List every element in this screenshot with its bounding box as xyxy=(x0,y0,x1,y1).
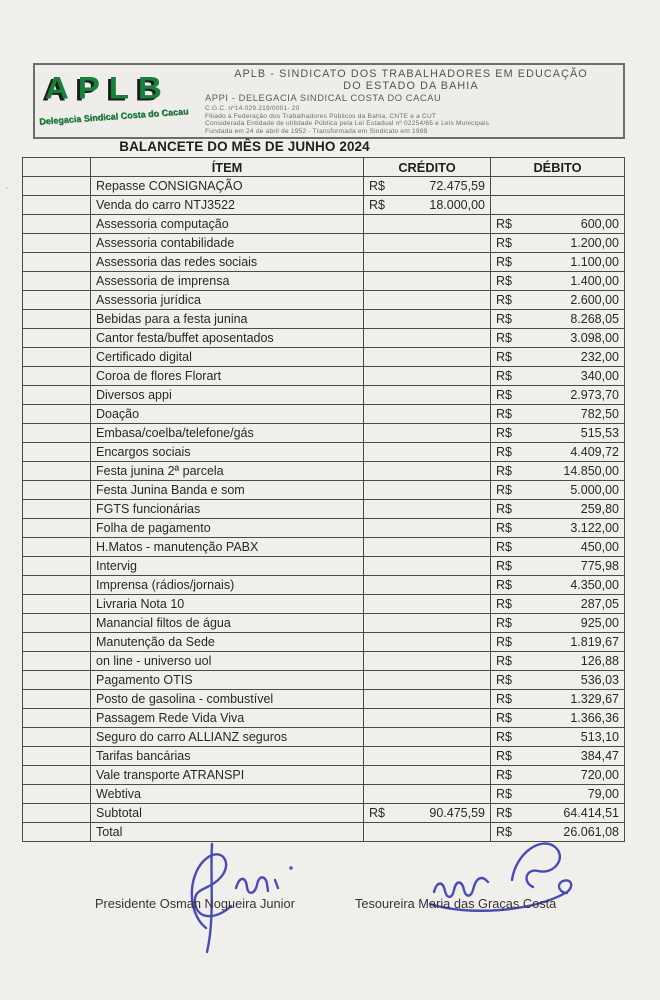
currency-symbol: R$ xyxy=(496,426,512,440)
item-cell: Festa junina 2ª parcela xyxy=(91,462,364,481)
currency-symbol: R$ xyxy=(496,464,512,478)
debit-amount: 64.414,51 xyxy=(563,806,619,820)
debit-amount: 720,00 xyxy=(580,768,619,782)
item-cell: Assessoria computação xyxy=(91,215,364,234)
table-row xyxy=(23,804,625,823)
table-row xyxy=(23,595,625,614)
debit-amount: 1.100,00 xyxy=(570,255,619,269)
debit-amount: 1.400,00 xyxy=(570,274,619,288)
table-row xyxy=(23,481,625,500)
debit-amount: 450,00 xyxy=(580,540,619,554)
debit-amount: 515,53 xyxy=(580,426,619,440)
currency-symbol: R$ xyxy=(496,350,512,364)
table-row xyxy=(23,348,625,367)
debit-cell xyxy=(491,424,625,443)
debit-cell xyxy=(491,291,625,310)
table-row xyxy=(23,785,625,804)
table-row xyxy=(23,671,625,690)
credit-amount: 90.475,59 xyxy=(429,806,485,820)
aplb-logo-text: APLB xyxy=(45,69,171,106)
debit-cell xyxy=(491,272,625,291)
credit-cell xyxy=(364,367,491,386)
debit-cell xyxy=(491,633,625,652)
currency-symbol: R$ xyxy=(369,198,385,212)
debit-amount: 1.329,67 xyxy=(570,692,619,706)
debit-cell xyxy=(491,671,625,690)
debit-amount: 4.409,72 xyxy=(570,445,619,459)
fine-print-fundada: Fundada em 24 de abril de 1952 - Transformada em Sindicato em 1989 xyxy=(205,127,428,135)
credit-cell xyxy=(364,671,491,690)
blank-cell xyxy=(23,614,91,633)
credit-cell xyxy=(364,481,491,500)
item-cell: Doação xyxy=(91,405,364,424)
table-row xyxy=(23,215,625,234)
debit-cell xyxy=(491,234,625,253)
aplb-logo xyxy=(35,65,203,137)
debit-amount: 79,00 xyxy=(587,787,619,801)
page-title: BALANCETE DO MÊS DE JUNHO 2024 xyxy=(119,139,370,154)
currency-symbol: R$ xyxy=(496,559,512,573)
currency-symbol: R$ xyxy=(496,217,512,231)
credit-cell xyxy=(364,462,491,481)
debit-cell xyxy=(491,177,625,196)
table-row xyxy=(23,386,625,405)
item-cell: Assessoria jurídica xyxy=(91,291,364,310)
table-row xyxy=(23,462,625,481)
currency-symbol: R$ xyxy=(496,236,512,250)
blank-cell xyxy=(23,823,91,842)
credit-cell xyxy=(364,557,491,576)
table-row xyxy=(23,747,625,766)
credit-cell xyxy=(364,519,491,538)
credit-cell xyxy=(364,348,491,367)
currency-symbol: R$ xyxy=(496,825,512,839)
debit-cell xyxy=(491,557,625,576)
debit-cell xyxy=(491,709,625,728)
currency-symbol: R$ xyxy=(496,255,512,269)
blank-cell xyxy=(23,348,91,367)
table-row xyxy=(23,424,625,443)
credit-amount: 18.000,00 xyxy=(429,198,485,212)
item-cell: Intervig xyxy=(91,557,364,576)
debit-cell xyxy=(491,405,625,424)
item-cell: Bebidas para a festa junina xyxy=(91,310,364,329)
item-cell: Manancial filtos de água xyxy=(91,614,364,633)
item-cell: Passagem Rede Vida Viva xyxy=(91,709,364,728)
credit-cell xyxy=(364,405,491,424)
blank-cell xyxy=(23,177,91,196)
credit-cell xyxy=(364,709,491,728)
table-row xyxy=(23,253,625,272)
debit-cell xyxy=(491,386,625,405)
table-header-row xyxy=(23,158,625,177)
debit-column-header: DÉBITO xyxy=(491,158,625,177)
debit-cell xyxy=(491,690,625,709)
blank-cell xyxy=(23,424,91,443)
blank-cell xyxy=(23,405,91,424)
credit-cell xyxy=(364,804,491,823)
credit-cell xyxy=(364,614,491,633)
debit-cell xyxy=(491,329,625,348)
item-cell: Tarifas bancárias xyxy=(91,747,364,766)
item-cell: Venda do carro NTJ3522 xyxy=(91,196,364,215)
table-row xyxy=(23,177,625,196)
item-cell: Pagamento OTIS xyxy=(91,671,364,690)
debit-amount: 340,00 xyxy=(580,369,619,383)
debit-amount: 536,03 xyxy=(580,673,619,687)
debit-amount: 513,10 xyxy=(580,730,619,744)
credit-cell xyxy=(364,272,491,291)
item-cell: Festa Junina Banda e som xyxy=(91,481,364,500)
blank-cell xyxy=(23,329,91,348)
debit-amount: 775,98 xyxy=(580,559,619,573)
aplb-logo-subtitle: Delegacia Sindical Costa do Cacau xyxy=(38,106,189,127)
currency-symbol: R$ xyxy=(496,331,512,345)
item-cell: Embasa/coelba/telefone/gás xyxy=(91,424,364,443)
debit-cell xyxy=(491,614,625,633)
credit-cell xyxy=(364,196,491,215)
currency-symbol: R$ xyxy=(496,540,512,554)
debit-cell xyxy=(491,595,625,614)
debit-amount: 3.098,00 xyxy=(570,331,619,345)
credit-cell xyxy=(364,728,491,747)
table-row xyxy=(23,709,625,728)
item-cell: Subtotal xyxy=(91,804,364,823)
debit-cell xyxy=(491,785,625,804)
blank-cell xyxy=(23,443,91,462)
item-cell: Vale transporte ATRANSPI xyxy=(91,766,364,785)
credit-cell xyxy=(364,424,491,443)
credit-cell xyxy=(364,538,491,557)
table-row xyxy=(23,272,625,291)
item-cell: Certificado digital xyxy=(91,348,364,367)
org-delegacia-line: APPI - DELEGACIA SINDICAL COSTA DO CACAU xyxy=(205,93,442,103)
credit-amount: 72.475,59 xyxy=(429,179,485,193)
org-name-line2: DO ESTADO DA BAHIA xyxy=(343,80,479,92)
credit-cell xyxy=(364,310,491,329)
debit-cell xyxy=(491,481,625,500)
blank-cell xyxy=(23,766,91,785)
item-cell: Webtiva xyxy=(91,785,364,804)
currency-symbol: R$ xyxy=(369,179,385,193)
table-row xyxy=(23,291,625,310)
blank-cell xyxy=(23,234,91,253)
currency-symbol: R$ xyxy=(496,768,512,782)
table-row xyxy=(23,500,625,519)
blank-cell xyxy=(23,652,91,671)
table-row xyxy=(23,519,625,538)
table-row xyxy=(23,443,625,462)
item-cell: Seguro do carro ALLIANZ seguros xyxy=(91,728,364,747)
debit-cell xyxy=(491,500,625,519)
credit-cell xyxy=(364,234,491,253)
item-column-header: ÍTEM xyxy=(91,158,364,177)
scan-artifact: . xyxy=(5,180,9,192)
currency-symbol: R$ xyxy=(496,806,512,820)
item-cell: H.Matos - manutenção PABX xyxy=(91,538,364,557)
debit-amount: 2.600,00 xyxy=(570,293,619,307)
debit-amount: 1.819,67 xyxy=(570,635,619,649)
blank-cell xyxy=(23,367,91,386)
blank-cell xyxy=(23,633,91,652)
debit-amount: 8.268,05 xyxy=(570,312,619,326)
blank-cell xyxy=(23,215,91,234)
blank-cell xyxy=(23,481,91,500)
debit-cell xyxy=(491,253,625,272)
debit-amount: 232,00 xyxy=(580,350,619,364)
org-name-line1: APLB - SINDICATO DOS TRABALHADORES EM EDUCAÇÃO xyxy=(234,68,588,80)
debit-amount: 3.122,00 xyxy=(570,521,619,535)
table-row xyxy=(23,367,625,386)
debit-amount: 2.973,70 xyxy=(570,388,619,402)
blank-cell xyxy=(23,462,91,481)
currency-symbol: R$ xyxy=(496,711,512,725)
blank-cell xyxy=(23,576,91,595)
currency-symbol: R$ xyxy=(496,502,512,516)
currency-symbol: R$ xyxy=(496,654,512,668)
currency-symbol: R$ xyxy=(496,312,512,326)
blank-cell xyxy=(23,538,91,557)
debit-cell xyxy=(491,367,625,386)
table-row xyxy=(23,538,625,557)
table-row xyxy=(23,823,625,842)
table-row xyxy=(23,234,625,253)
currency-symbol: R$ xyxy=(496,274,512,288)
item-cell: Coroa de flores Florart xyxy=(91,367,364,386)
credit-cell xyxy=(364,690,491,709)
credit-cell xyxy=(364,633,491,652)
table-row xyxy=(23,728,625,747)
item-cell: Manutenção da Sede xyxy=(91,633,364,652)
debit-cell xyxy=(491,728,625,747)
blank-cell xyxy=(23,557,91,576)
currency-symbol: R$ xyxy=(496,749,512,763)
currency-symbol: R$ xyxy=(496,787,512,801)
currency-symbol: R$ xyxy=(496,483,512,497)
debit-amount: 5.000,00 xyxy=(570,483,619,497)
blank-cell xyxy=(23,291,91,310)
blank-cell xyxy=(23,310,91,329)
blank-cell xyxy=(23,728,91,747)
currency-symbol: R$ xyxy=(496,293,512,307)
item-cell: Encargos sociais xyxy=(91,443,364,462)
table-row xyxy=(23,652,625,671)
blank-cell xyxy=(23,196,91,215)
debit-amount: 4.350,00 xyxy=(570,578,619,592)
currency-symbol: R$ xyxy=(496,578,512,592)
item-cell: Assessoria das redes sociais xyxy=(91,253,364,272)
debit-cell xyxy=(491,215,625,234)
debit-amount: 925,00 xyxy=(580,616,619,630)
credit-cell xyxy=(364,177,491,196)
credit-cell xyxy=(364,215,491,234)
debit-amount: 1.200,00 xyxy=(570,236,619,250)
item-cell: Imprensa (rádios/jornais) xyxy=(91,576,364,595)
blank-cell xyxy=(23,709,91,728)
debit-amount: 287,05 xyxy=(580,597,619,611)
item-cell: Repasse CONSIGNAÇÃO xyxy=(91,177,364,196)
debit-cell xyxy=(491,519,625,538)
debit-cell xyxy=(491,348,625,367)
debit-cell xyxy=(491,196,625,215)
item-cell: FGTS funcionárias xyxy=(91,500,364,519)
currency-symbol: R$ xyxy=(496,635,512,649)
blank-cell xyxy=(23,272,91,291)
currency-symbol: R$ xyxy=(496,616,512,630)
currency-symbol: R$ xyxy=(496,521,512,535)
table-row xyxy=(23,690,625,709)
credit-cell xyxy=(364,500,491,519)
table-row xyxy=(23,196,625,215)
debit-amount: 259,80 xyxy=(580,502,619,516)
table-row xyxy=(23,405,625,424)
treasurer-name: Tesoureira Maria das Graças Costa xyxy=(355,896,557,911)
item-cell: on line - universo uol xyxy=(91,652,364,671)
blank-cell xyxy=(23,253,91,272)
fine-print-filiado: Filiado à Federação dos Trabalhadores Públicos da Bahia, CNTE e a CUT xyxy=(205,112,437,120)
debit-amount: 26.061,08 xyxy=(563,825,619,839)
table-row xyxy=(23,557,625,576)
table-row xyxy=(23,310,625,329)
blank-cell xyxy=(23,804,91,823)
blank-cell xyxy=(23,386,91,405)
currency-symbol: R$ xyxy=(496,673,512,687)
currency-symbol: R$ xyxy=(496,407,512,421)
blank-cell xyxy=(23,690,91,709)
debit-amount: 782,50 xyxy=(580,407,619,421)
credit-cell xyxy=(364,291,491,310)
blank-cell xyxy=(23,747,91,766)
credit-column-header: CRÉDITO xyxy=(364,158,491,177)
balancete-table-body xyxy=(23,177,625,842)
table-row xyxy=(23,633,625,652)
credit-cell xyxy=(364,785,491,804)
debit-cell xyxy=(491,443,625,462)
credit-cell xyxy=(364,329,491,348)
item-cell: Cantor festa/buffet aposentados xyxy=(91,329,364,348)
item-cell: Livraria Nota 10 xyxy=(91,595,364,614)
blank-cell xyxy=(23,519,91,538)
table-row xyxy=(23,329,625,348)
debit-cell xyxy=(491,804,625,823)
credit-cell xyxy=(364,253,491,272)
item-cell: Assessoria contabilidade xyxy=(91,234,364,253)
currency-symbol: R$ xyxy=(496,445,512,459)
debit-cell xyxy=(491,310,625,329)
debit-cell xyxy=(491,462,625,481)
letterhead xyxy=(33,63,625,139)
item-cell: Diversos appi xyxy=(91,386,364,405)
currency-symbol: R$ xyxy=(496,597,512,611)
debit-amount: 126,88 xyxy=(580,654,619,668)
item-cell: Folha de pagamento xyxy=(91,519,364,538)
balancete-table xyxy=(22,157,625,842)
fine-print xyxy=(205,105,617,135)
debit-amount: 600,00 xyxy=(580,217,619,231)
president-name: Presidente Osman Nogueira Junior xyxy=(95,896,295,911)
currency-symbol: R$ xyxy=(496,388,512,402)
debit-cell xyxy=(491,652,625,671)
fine-print-utilidade: Considerada Entidade de utilidade Pública pela Lei Estadual nº 02254/65 e Leis Municipais xyxy=(205,120,490,128)
currency-symbol: R$ xyxy=(496,730,512,744)
organization-info xyxy=(203,65,623,137)
credit-cell xyxy=(364,595,491,614)
blank-cell xyxy=(23,500,91,519)
debit-cell xyxy=(491,747,625,766)
item-cell: Assessoria de imprensa xyxy=(91,272,364,291)
table-row xyxy=(23,576,625,595)
credit-cell xyxy=(364,747,491,766)
credit-cell xyxy=(364,386,491,405)
blank-cell xyxy=(23,785,91,804)
debit-amount: 14.850,00 xyxy=(563,464,619,478)
credit-cell xyxy=(364,823,491,842)
debit-amount: 384,47 xyxy=(580,749,619,763)
item-cell: Posto de gasolina - combustível xyxy=(91,690,364,709)
item-cell: Total xyxy=(91,823,364,842)
debit-cell xyxy=(491,576,625,595)
treasurer-signature xyxy=(412,832,597,927)
fine-print-cgc: C.G.C. nº14.029.219/0001- 20 xyxy=(205,105,300,112)
debit-amount: 1.366,36 xyxy=(570,711,619,725)
credit-cell xyxy=(364,766,491,785)
currency-symbol: R$ xyxy=(496,692,512,706)
table-row xyxy=(23,766,625,785)
blank-cell xyxy=(23,595,91,614)
debit-cell xyxy=(491,823,625,842)
credit-cell xyxy=(364,652,491,671)
currency-symbol: R$ xyxy=(369,806,385,820)
table-row xyxy=(23,614,625,633)
debit-cell xyxy=(491,766,625,785)
currency-symbol: R$ xyxy=(496,369,512,383)
blank-cell xyxy=(23,671,91,690)
credit-cell xyxy=(364,576,491,595)
blank-column-header xyxy=(23,158,91,177)
debit-cell xyxy=(491,538,625,557)
credit-cell xyxy=(364,443,491,462)
